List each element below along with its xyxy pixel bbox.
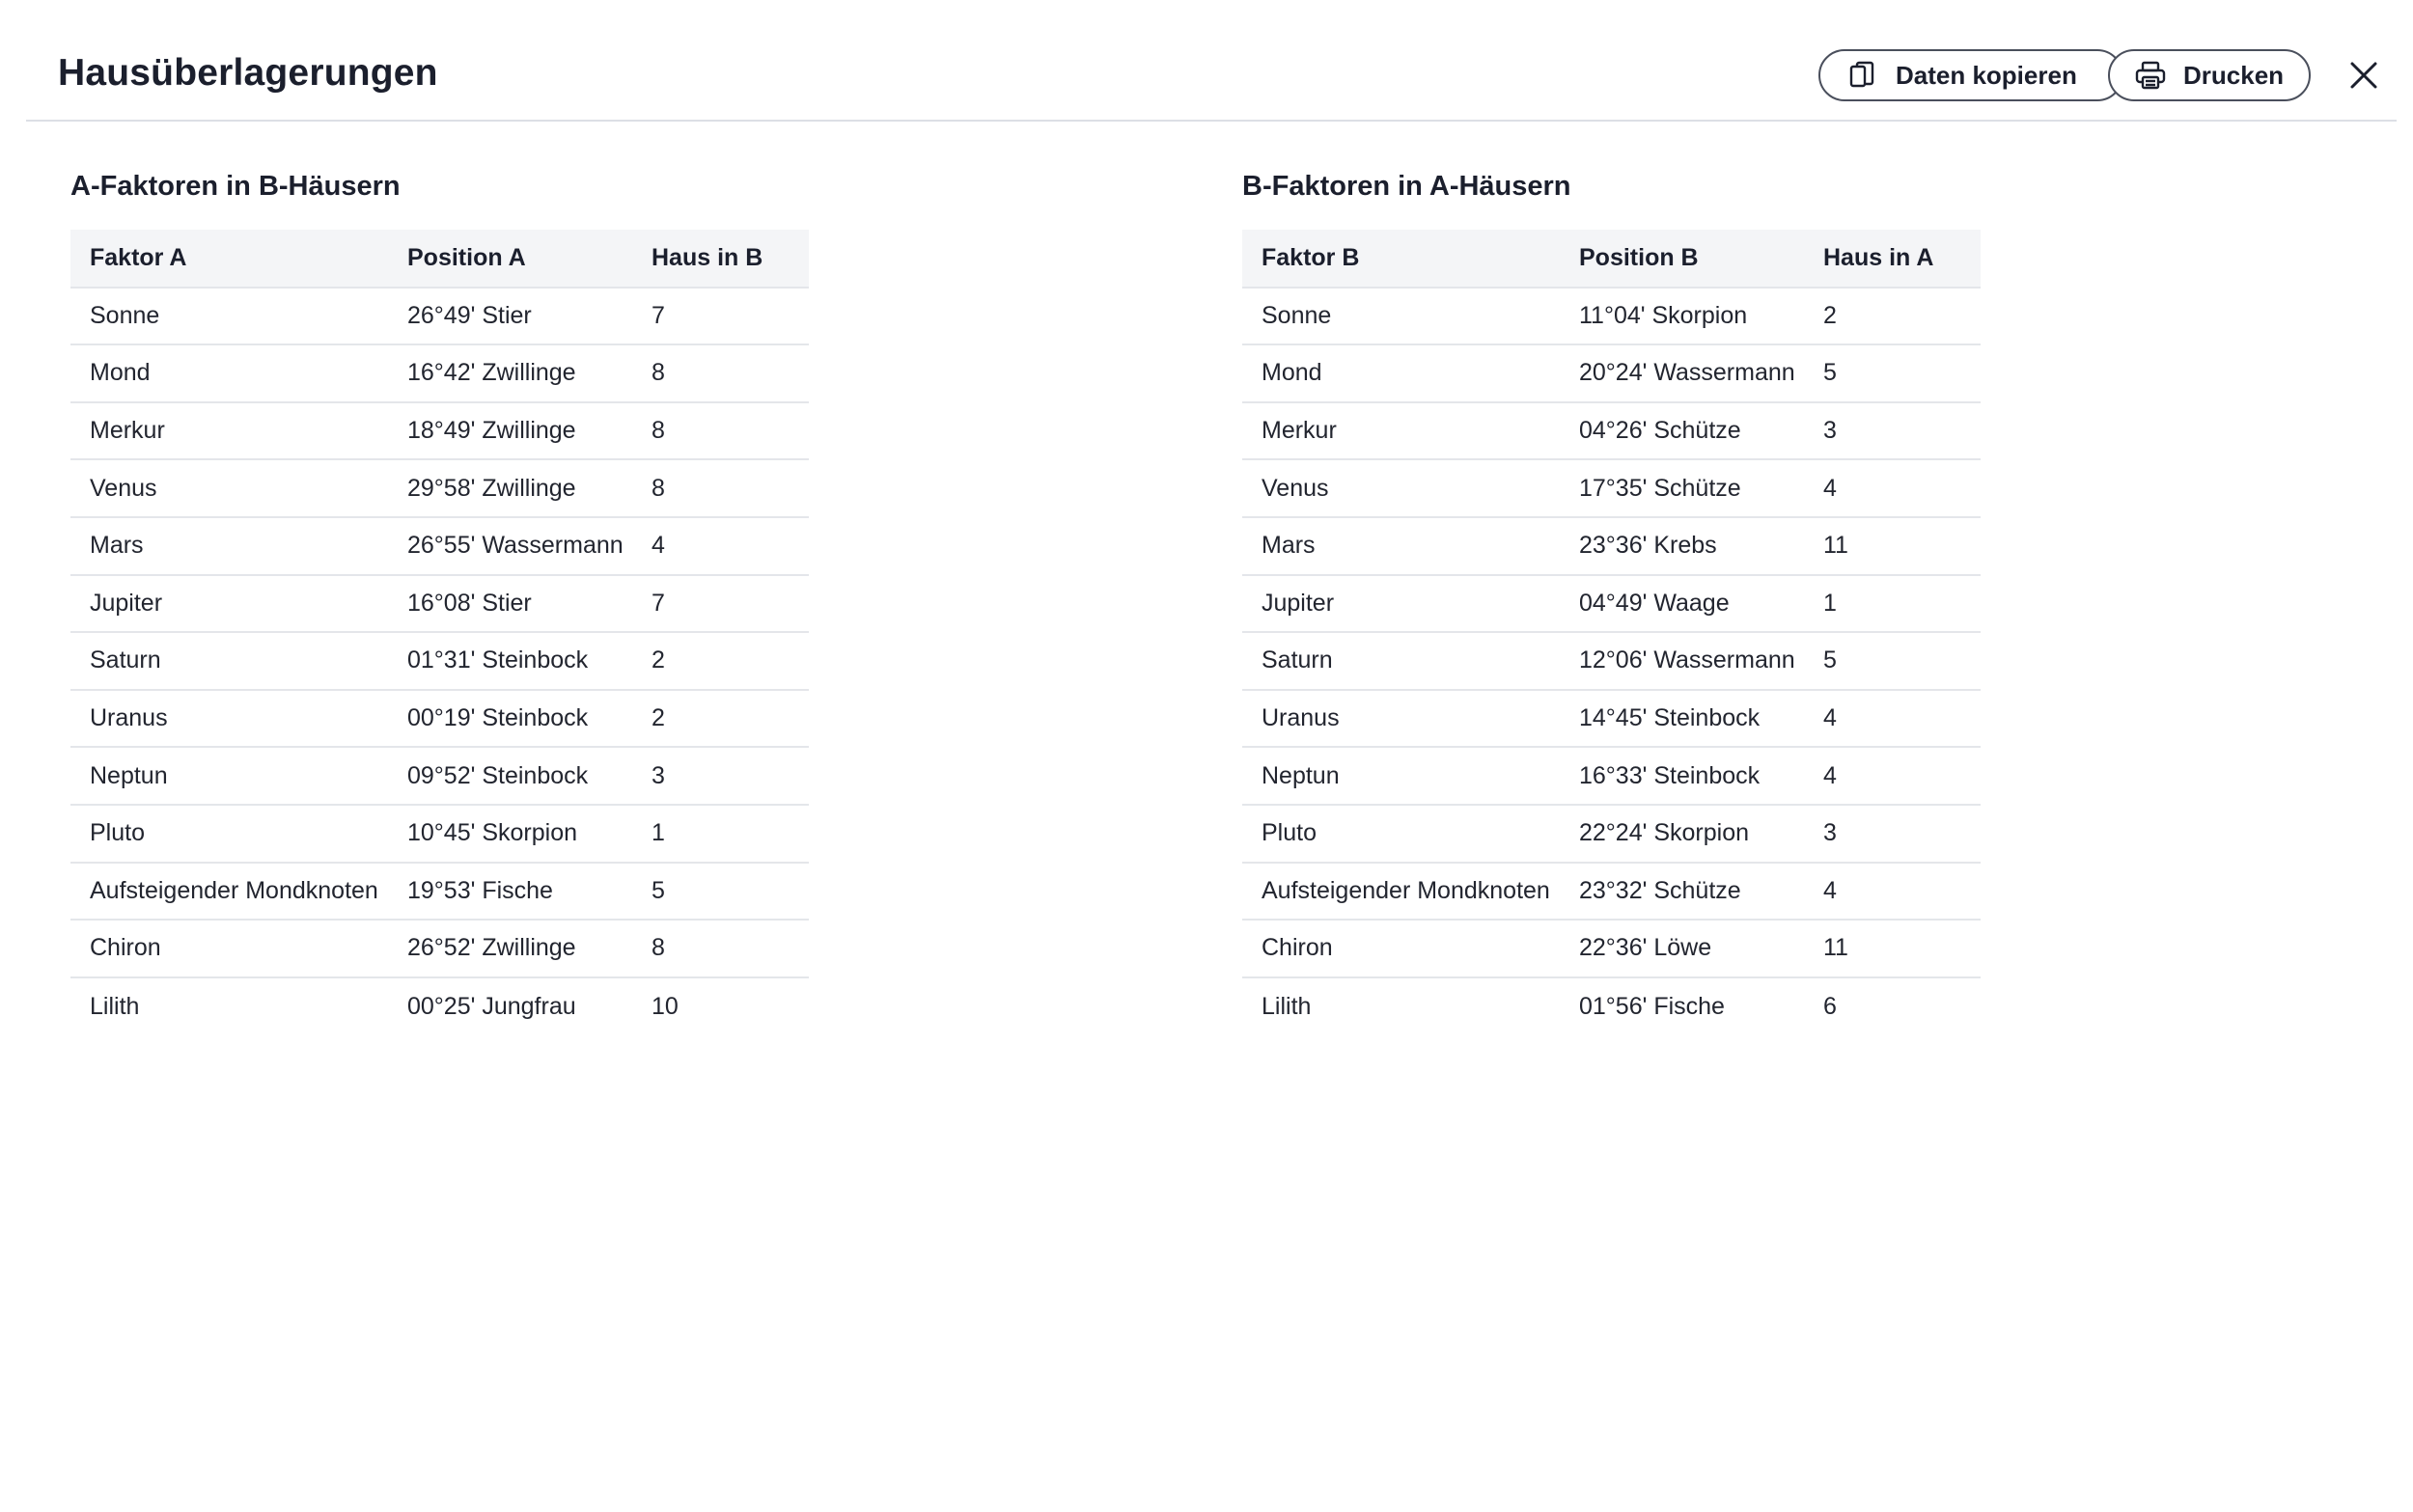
position-cell: 10°45' Skorpion [388,805,632,863]
house-cell: 11 [1804,920,1981,977]
house-cell: 8 [632,920,809,977]
a-factors-heading: A-Faktoren in B-Häusern [70,171,401,202]
position-cell: 04°26' Schütze [1560,402,1804,460]
position-cell: 14°45' Steinbock [1560,690,1804,748]
house-cell: 1 [632,805,809,863]
house-cell: 1 [1804,575,1981,633]
factor-cell: Uranus [1242,690,1560,748]
house-cell: 8 [632,402,809,460]
factor-cell: Lilith [1262,992,1312,1020]
table-row [70,977,809,1035]
house-cell: 3 [1804,805,1981,863]
table-row [1242,690,1981,748]
house-cell: 4 [1804,690,1981,748]
house-cell: 2 [1804,288,1981,345]
factor-cell: Merkur [1242,402,1560,460]
position-cell: 11°04' Skorpion [1560,288,1804,345]
table-row [1242,517,1981,575]
dialog-title: Hausüberlagerungen [58,52,438,94]
column-header: Position B [1560,230,1804,288]
table-row [70,632,809,690]
factor-cell: Saturn [70,632,388,690]
position-cell: 26°52' Zwillinge [388,920,632,977]
print-button[interactable] [2108,49,2311,101]
close-button[interactable] [2344,56,2383,95]
factor-cell: Pluto [70,805,388,863]
b-factors-section [1242,169,1981,1034]
position-cell: 16°42' Zwillinge [388,344,632,402]
table-row [1242,805,1981,863]
factor-cell: Sonne [1242,288,1560,345]
column-header: Haus in A [1804,230,1981,288]
position-cell: 23°36' Krebs [1560,517,1804,575]
table-row [1242,977,1981,1035]
position-cell: 04°49' Waage [1560,575,1804,633]
factor-cell: Saturn [1242,632,1560,690]
table-row [70,402,809,460]
position-cell: 00°19' Steinbock [388,690,632,748]
house-cell: 5 [1804,344,1981,402]
house-cell: 10 [652,992,679,1020]
table-header-row [1242,230,1981,288]
house-cell: 8 [632,459,809,517]
position-cell: 16°33' Steinbock [1560,747,1804,805]
factor-cell: Mars [70,517,388,575]
table-row [70,747,809,805]
table-row [70,517,809,575]
factor-cell: Merkur [70,402,388,460]
a-factors-table [70,230,809,1034]
position-cell: 17°35' Schütze [1560,459,1804,517]
factor-cell: Mond [70,344,388,402]
house-cell: 4 [1804,747,1981,805]
b-factors-table [1242,230,1981,1034]
table-row [1242,920,1981,977]
table-row [1242,344,1981,402]
table-row [70,863,809,921]
house-cell: 4 [1804,863,1981,921]
house-cell: 11 [1804,517,1981,575]
table-row [1242,288,1981,345]
table-header-row [70,230,809,288]
house-cell: 8 [632,344,809,402]
factor-cell: Pluto [1242,805,1560,863]
close-icon [2349,61,2378,90]
factor-cell: Aufsteigender Mondknoten [1242,863,1560,921]
factor-cell: Aufsteigender Mondknoten [70,863,388,921]
factor-cell: Mond [1242,344,1560,402]
factor-cell: Venus [1242,459,1560,517]
printer-icon [2135,59,2166,92]
column-header: Faktor A [70,230,388,288]
table-row [1242,402,1981,460]
factor-cell: Lilith [90,992,140,1020]
table-row [70,344,809,402]
table-row [1242,632,1981,690]
table-row [70,459,809,517]
factor-cell: Neptun [70,747,388,805]
house-cell: 2 [632,632,809,690]
print-label: Drucken [2183,60,2285,90]
house-cell: 4 [1804,459,1981,517]
factor-cell: Uranus [70,690,388,748]
table-row [70,920,809,977]
position-cell: 26°49' Stier [388,288,632,345]
house-cell: 3 [1804,402,1981,460]
factor-cell: Venus [70,459,388,517]
factor-cell: Chiron [1242,920,1560,977]
table-row [70,288,809,345]
position-cell: 22°36' Löwe [1560,920,1804,977]
position-cell: 12°06' Wassermann [1560,632,1804,690]
house-cell: 4 [632,517,809,575]
house-cell: 2 [632,690,809,748]
house-cell: 5 [632,863,809,921]
factor-cell: Neptun [1242,747,1560,805]
factor-cell: Jupiter [1242,575,1560,633]
position-cell: 00°25' Jungfrau [407,992,576,1020]
house-cell: 5 [1804,632,1981,690]
position-cell: 01°31' Steinbock [388,632,632,690]
factor-cell: Mars [1242,517,1560,575]
house-cell: 6 [1823,992,1837,1020]
table-row [1242,863,1981,921]
house-cell: 7 [632,288,809,345]
a-factors-section [70,169,809,1034]
b-factors-heading: B-Faktoren in A-Häusern [1242,171,1571,202]
column-header: Position A [388,230,632,288]
factor-cell: Jupiter [70,575,388,633]
position-cell: 20°24' Wassermann [1560,344,1804,402]
column-header: Haus in B [632,230,809,288]
position-cell: 26°55' Wassermann [388,517,632,575]
copy-data-button[interactable] [1818,49,2123,101]
position-cell: 01°56' Fische [1579,992,1725,1020]
table-row [70,805,809,863]
position-cell: 29°58' Zwillinge [388,459,632,517]
table-row [1242,459,1981,517]
dialog-header [26,0,2397,122]
table-row [1242,575,1981,633]
position-cell: 19°53' Fische [388,863,632,921]
position-cell: 23°32' Schütze [1560,863,1804,921]
copy-data-label: Daten kopieren [1896,60,2077,90]
factor-cell: Sonne [70,288,388,345]
house-cell: 7 [632,575,809,633]
position-cell: 16°08' Stier [388,575,632,633]
copy-icon [1845,59,1878,92]
factor-cell: Chiron [70,920,388,977]
table-row [70,690,809,748]
table-row [70,575,809,633]
table-row [1242,747,1981,805]
house-cell: 3 [632,747,809,805]
position-cell: 09°52' Steinbock [388,747,632,805]
position-cell: 18°49' Zwillinge [388,402,632,460]
column-header: Faktor B [1242,230,1560,288]
position-cell: 22°24' Skorpion [1560,805,1804,863]
